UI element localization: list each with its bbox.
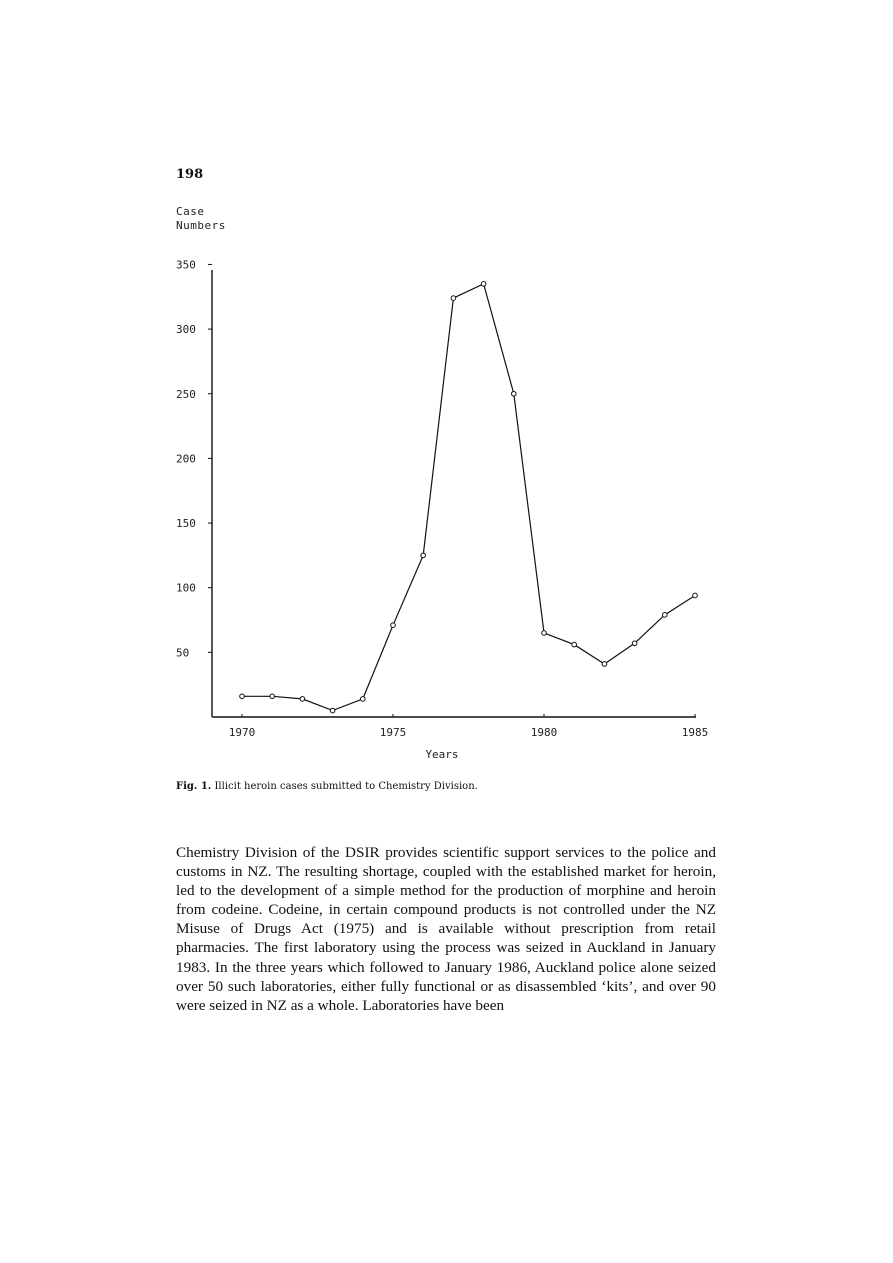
y-tick-label: 100 bbox=[176, 581, 196, 595]
y-tick-label: 150 bbox=[176, 517, 196, 531]
y-tick-label: 350 bbox=[176, 258, 196, 272]
data-point bbox=[361, 697, 366, 702]
data-point bbox=[512, 391, 517, 396]
x-tick-label: 1980 bbox=[530, 726, 558, 739]
x-axis-title: Years bbox=[425, 748, 459, 761]
x-tick-label: 1975 bbox=[379, 726, 407, 739]
y-tick-label: 200 bbox=[176, 452, 196, 466]
data-point bbox=[693, 593, 698, 598]
data-point bbox=[481, 282, 486, 287]
figure-caption bbox=[176, 781, 478, 792]
page-number: 198 bbox=[176, 167, 204, 182]
y-axis-title-line1: Case bbox=[176, 205, 205, 218]
data-point bbox=[300, 697, 305, 702]
data-point bbox=[632, 641, 637, 646]
series-line bbox=[242, 284, 695, 711]
data-point bbox=[391, 623, 396, 628]
data-point bbox=[330, 708, 335, 713]
data-point bbox=[602, 662, 607, 667]
y-tick-label: 250 bbox=[176, 387, 196, 401]
x-tick-label: 1985 bbox=[681, 726, 709, 739]
figure-caption-label: Fig. 1. bbox=[176, 781, 212, 792]
data-point bbox=[663, 613, 668, 618]
data-point bbox=[270, 694, 275, 699]
body-text bbox=[176, 843, 716, 1015]
data-point bbox=[542, 631, 547, 636]
y-tick-label: 50 bbox=[176, 646, 190, 660]
y-tick-label: 300 bbox=[176, 323, 196, 337]
body-paragraph: Chemistry Division of the DSIR provides scientific support services to the police and customs in NZ. The resulting shortage, coupled with the established market for heroin, led to the development of a simple method for the production of morphine and heroin from codeine. Codeine, in certain compound products is not controlled under the NZ Misuse of Drugs Act (1975) and is available without prescription from retail pharmacies. The first laboratory using the process was seized in Auckland in January 1983. In the three years which followed to January 1986, Auckland police alone seized over 50 such laboratories, either fully functional or as disassembled ‘kits’, and over 90 were seized in NZ as a whole. Laboratories have been bbox=[176, 844, 716, 1014]
data-point bbox=[421, 553, 426, 558]
data-point bbox=[240, 694, 245, 699]
y-axis-title-line2: Numbers bbox=[176, 219, 226, 232]
data-point bbox=[451, 296, 456, 301]
figure-caption-text: Illicit heroin cases submitted to Chemistry Division. bbox=[214, 781, 478, 792]
data-point bbox=[572, 642, 577, 647]
x-tick-label: 1970 bbox=[228, 726, 256, 739]
